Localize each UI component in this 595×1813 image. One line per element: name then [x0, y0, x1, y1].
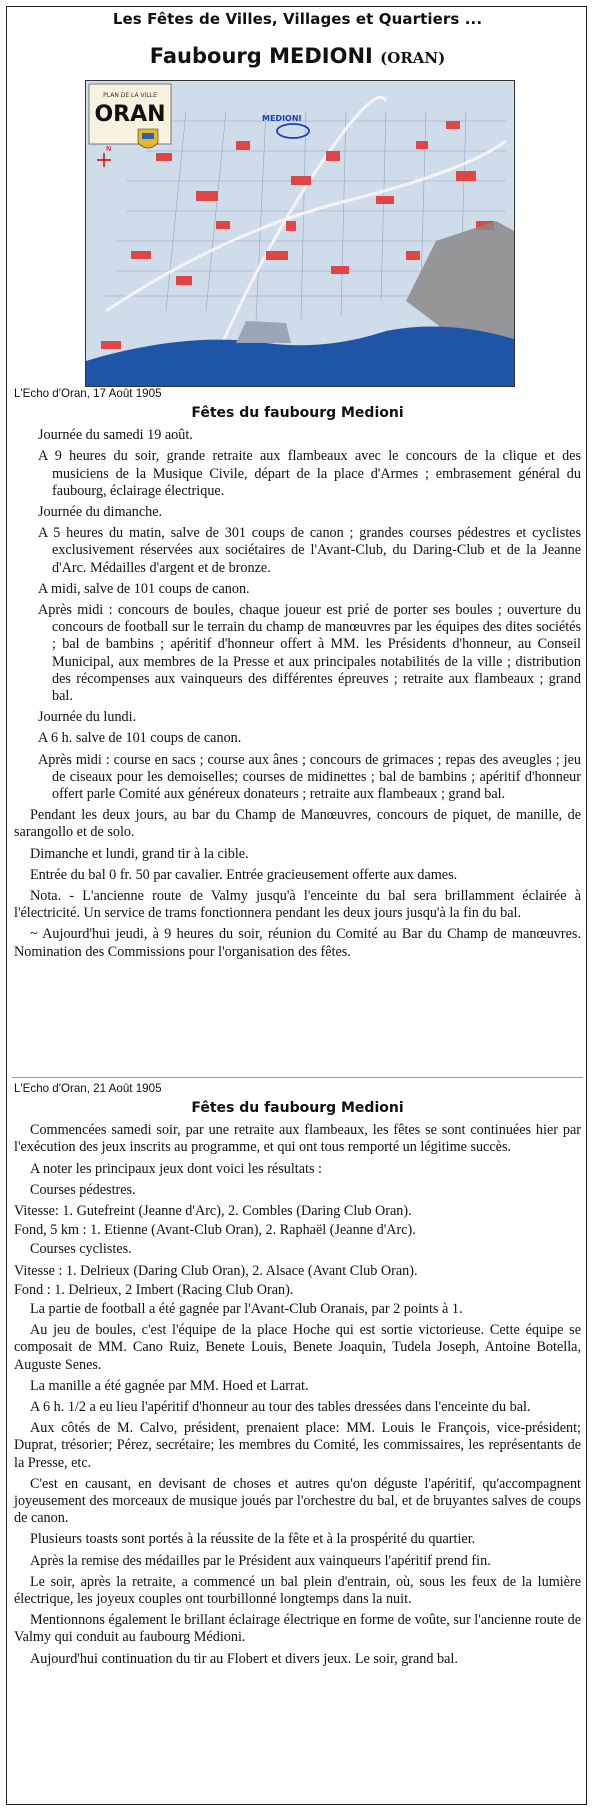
article-paragraph: Vitesse : 1. Delrieux (Daring Club Oran), 2. Alsace (Avant Club Oran). — [14, 1262, 418, 1279]
article-2-body — [14, 1122, 581, 1668]
map-title-big: ORAN — [94, 102, 166, 127]
article-1-body — [14, 427, 581, 961]
article-paragraph: ~ Aujourd'hui jeudi, à 9 heures du soir, réunion du Comité au Bar du Champ de manœuvres. Nomination des Commissions pour l'organisation des fêtes. — [14, 926, 581, 960]
map-title-small: PLAN DE LA VILLE — [103, 92, 157, 99]
article-paragraph: Aujourd'hui continuation du tir au Flobert et divers jeux. Le soir, grand bal. — [30, 1650, 458, 1667]
article-paragraph: Journée du lundi. — [38, 709, 137, 726]
article-paragraph: Pendant les deux jours, au bar du Champ de Manœuvres, concours de piquet, de manille, de sarangollo et de solo. — [14, 807, 581, 841]
article-separator — [12, 1077, 583, 1078]
article-paragraph: Dimanche et lundi, grand tir à la cible. — [30, 845, 249, 862]
map-marker-label: MEDIONI — [262, 114, 302, 123]
series-title: Les Fêtes de Villes, Villages et Quartiers ... — [112, 10, 483, 28]
article-paragraph: Aux côtés de M. Calvo, président, prenaient place: MM. Louis le François, vice-président; Duprat, trésorier; Pérez, secrétaire; les membres du Comité, les commissaires, les représentants de la Presse, etc. — [14, 1420, 581, 1471]
place-name: Faubourg MEDIONI — [149, 44, 373, 68]
article-paragraph: A noter les principaux jeux dont voici les résultats : — [30, 1160, 322, 1177]
article-2-title: Fêtes du faubourg Medioni — [191, 1100, 404, 1116]
city-map-image — [85, 80, 515, 387]
article-2-source: L'Echo d'Oran, 21 Août 1905 — [14, 1082, 162, 1095]
article-paragraph: A midi, salve de 101 coups de canon. — [38, 580, 250, 597]
article-2 — [14, 1100, 581, 1672]
article-paragraph: Mentionnons également le brillant éclairage électrique en forme de voûte, sur l'ancienne route de Valmy qui conduit au faubourg Médioni. — [14, 1612, 581, 1646]
article-1 — [14, 405, 581, 965]
article-paragraph: Entrée du bal 0 fr. 50 par cavalier. Entrée gracieusement offerte aux dames. — [30, 866, 458, 883]
article-paragraph: Vitesse: 1. Gutefreint (Jeanne d'Arc), 2. Combles (Daring Club Oran). — [14, 1203, 412, 1220]
article-paragraph: A 9 heures du soir, grande retraite aux flambeaux avec le concours de la clique et des musiciens de la Musique Civile, départ de la place d'Armes ; embrasement général du faubourg, éclairage électrique. — [38, 448, 581, 499]
article-paragraph: Après midi : course en sacs ; course aux ânes ; concours de grimaces ; repas des aveugles ; jeu de ciseaux pour les demoiselles; courses de midinettes ; bal de bambins ; apéritif d'honneur offert parle Comité aux généreux donateurs ; retraite aux flambeaux ; grand bal. — [38, 751, 581, 803]
article-paragraph: La partie de football a été gagnée par l'Avant-Club Oranais, par 2 points à 1. — [30, 1301, 463, 1318]
article-paragraph: Journée du dimanche. — [38, 504, 163, 521]
article-paragraph: Courses cyclistes. — [30, 1241, 132, 1258]
map-drawing — [86, 81, 514, 386]
article-paragraph: La manille a été gagnée par MM. Hoed et Larrat. — [30, 1377, 309, 1394]
article-paragraph: Courses pédestres. — [30, 1181, 136, 1198]
article-paragraph: A 6 h. 1/2 a eu lieu l'apéritif d'honneur au tour des tables dressées dans l'enceinte du bal. — [30, 1399, 531, 1416]
article-paragraph: C'est en causant, en devisant de choses et autres qu'on déguste l'apéritif, qu'accompagnent joyeusement des morceaux de musique joués par l'orchestre du bal, et de bruyantes salves de coups de canon. — [14, 1475, 581, 1527]
article-paragraph: Commencées samedi soir, par une retraite aux flambeaux, les fêtes se sont continuées hier par l'exécution des jeux inscrits au programme, et qui ont tous remporté un légitime succès. — [14, 1122, 581, 1156]
page-title — [0, 44, 595, 68]
article-1-title: Fêtes du faubourg Medioni — [191, 405, 404, 421]
article-paragraph: A 5 heures du matin, salve de 301 coups de canon ; grandes courses pédestres et cyclistes exclusivement réservées aux sociétaires de l'Avant-Club, du Daring-Club et de la Jeanne d'Arc. Médailles d'argent et de bronze. — [38, 525, 581, 576]
coat-of-arms-icon — [138, 129, 158, 148]
article-paragraph: Après midi : concours de boules, chaque joueur est prié de porter ses boules ; ouverture du concours de football sur le terrain du champ de manœuvres par les équipes des dites sociétés ; bal de bambins ; apéritif d'honneur offert à MM. les Présidents d'honneur, au Conseil Municipal, aux membres de la Presse et aux principales notabilités de la ville ; distribution des récompenses aux vainqueurs des différentes épreuves ; retraite aux flambeaux ; grand bal. — [38, 602, 581, 705]
article-paragraph: A 6 h. salve de 101 coups de canon. — [38, 730, 242, 747]
article-paragraph: Le soir, après la retraite, a commencé un bal plein d'entrain, où, sous les feux de la lumière électrique, les joyeux couples ont tourbillonné longtemps dans la nuit. — [14, 1573, 581, 1608]
article-paragraph: Nota. - L'ancienne route de Valmy jusqu'à l'enceinte du bal sera brillamment éclairée à l'électricité. Un service de trams fonctionnera pendant les deux jours jusqu'à la fin du bal. — [14, 888, 581, 922]
article-paragraph: Plusieurs toasts sont portés à la réussite de la fête et à la prospérité du quartier. — [30, 1531, 476, 1548]
article-1-source: L'Echo d'Oran, 17 Août 1905 — [14, 387, 162, 400]
place-suffix: (ORAN) — [380, 49, 446, 67]
article-paragraph: Après la remise des médailles par le Président aux vainqueurs l'apéritif prend fin. — [30, 1552, 491, 1569]
svg-text:N: N — [106, 145, 112, 153]
article-paragraph: Fond : 1. Delrieux, 2 Imbert (Racing Club Oran). — [14, 1281, 294, 1298]
article-paragraph: Au jeu de boules, c'est l'équipe de la place Hoche qui est sortie victorieuse. Cette équipe se composait de MM. Cano Ruiz, Benete Louis, Benete Joaquin, Tudela Joseph, Antoine Botella, Auguste Senes. — [14, 1322, 581, 1373]
article-paragraph: Fond, 5 km : 1. Etienne (Avant-Club Oran), 2. Raphaël (Jeanne d'Arc). — [14, 1222, 416, 1239]
article-paragraph: Journée du samedi 19 août. — [38, 427, 193, 444]
